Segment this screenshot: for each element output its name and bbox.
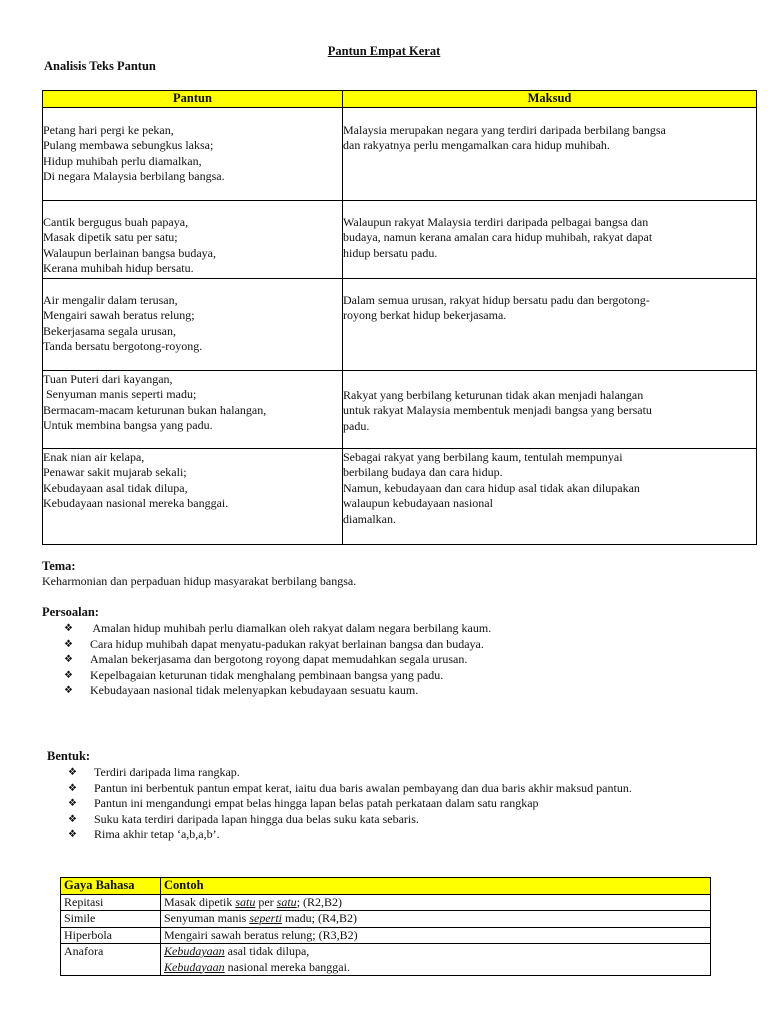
pantun-line: Bermacam-macam keturunan bukan halangan, [43, 402, 267, 417]
bentuk-text: Rima akhir tetap ‘a,b,a,b’. [94, 827, 220, 841]
persoalan-text: Cara hidup muhibah dapat menyatu-padukan rakyat berlainan bangsa dan budaya. [90, 636, 484, 651]
example-text: nasional mereka banggai. [224, 959, 350, 974]
maksud-line: walaupun kebudayaan nasional [343, 496, 493, 510]
table-row [43, 278, 757, 370]
table-header-row [43, 91, 757, 108]
list-item [64, 637, 744, 653]
page-title: Pantun Empat Kerat [327, 44, 441, 58]
maksud-line: dan rakyatnya perlu mengamalkan cara hidup muhibah. [343, 138, 610, 152]
maksud-cell [343, 448, 757, 544]
pantun-line: Kebudayaan nasional mereka banggai. [43, 496, 229, 510]
example-underlined: seperti [249, 911, 282, 925]
maksud-line: Namun, kebudayaan dan cara hidup asal tidak akan dilupakan [343, 480, 640, 495]
table-row [61, 927, 711, 944]
example-text: per [255, 894, 277, 909]
maksud-line: berbilang budaya dan cara hidup. [343, 465, 503, 479]
example-text: madu; (R4,B2) [282, 911, 357, 925]
pantun-line: Tanda bersatu bergotong-royong. [43, 339, 203, 353]
column-header-gaya-bahasa: Gaya Bahasa [61, 878, 161, 895]
table-header-row [61, 878, 711, 895]
diamond-bullet-icon: ❖ [68, 782, 77, 794]
bentuk-heading: Bentuk: [47, 749, 91, 763]
column-header-pantun: Pantun [43, 91, 343, 108]
example-text: asal tidak dilupa, [224, 944, 310, 958]
gaya-name: Repitasi [61, 894, 161, 911]
gaya-example [161, 911, 711, 928]
maksud-line: Malaysia merupakan negara yang terdiri daripada berbilang bangsa [343, 122, 666, 137]
pantun-cell [43, 107, 343, 200]
diamond-bullet-icon: ❖ [68, 798, 77, 809]
pantun-cell [43, 448, 343, 544]
table-row [43, 448, 757, 544]
bentuk-text: Pantun ini berbentuk pantun empat kerat, iaitu dua baris awalan pembayang dan dua baris akhir maksud pantun. [94, 780, 632, 795]
diamond-bullet-icon: ❖ [64, 623, 73, 634]
section-subtitle: Analisis Teks Pantun [44, 59, 156, 73]
gaya-example [161, 894, 711, 911]
gaya-example [161, 944, 711, 976]
pantun-line: Air mengalir dalam terusan, [43, 292, 178, 307]
list-item [68, 827, 688, 843]
pantun-analysis-table [42, 90, 757, 545]
diamond-bullet-icon: ❖ [68, 813, 77, 825]
maksud-cell [343, 278, 757, 370]
maksud-line: Sebagai rakyat yang berbilang kaum, tentulah mempunyai [343, 449, 623, 464]
table-row [61, 944, 711, 976]
maksud-cell [343, 370, 757, 448]
table-row [61, 911, 711, 928]
diamond-bullet-icon: ❖ [68, 829, 77, 840]
pantun-line: Pulang membawa sebungkus laksa; [43, 138, 214, 152]
pantun-cell [43, 278, 343, 370]
bentuk-list [68, 765, 688, 843]
bentuk-text: Suku kata terdiri daripada lapan hingga dua belas suku kata sebaris. [94, 811, 419, 826]
maksud-cell [343, 107, 757, 200]
maksud-line: Walaupun rakyat Malaysia terdiri daripada pelbagai bangsa dan [343, 214, 649, 229]
pantun-line: Walaupun berlainan bangsa budaya, [43, 245, 216, 260]
maksud-line: diamalkan. [343, 511, 396, 526]
pantun-line: Cantik bergugus buah papaya, [43, 214, 189, 229]
example-underlined: Kebudayaan [164, 959, 225, 974]
list-item [64, 683, 744, 699]
maksud-line: untuk rakyat Malaysia membentuk menjadi bangsa yang bersatu [343, 403, 652, 417]
persoalan-list [64, 621, 744, 699]
pantun-line: Kebudayaan asal tidak dilupa, [43, 480, 188, 495]
pantun-line: Bekerjasama segala urusan, [43, 323, 176, 338]
persoalan-text: Kepelbagaian keturunan tidak menghalang pembinaan bangsa yang padu. [90, 667, 444, 682]
persoalan-heading: Persoalan: [42, 605, 99, 619]
gaya-example [161, 927, 711, 944]
gaya-name: Simile [61, 911, 161, 928]
pantun-line: Masak dipetik satu per satu; [43, 230, 178, 244]
table-row [43, 370, 757, 448]
list-item [64, 668, 744, 684]
column-header-maksud: Maksud [343, 91, 757, 108]
bentuk-text: Pantun ini mengandungi empat belas hingga lapan belas patah perkataan dalam satu rangkap [94, 796, 539, 810]
maksud-line: budaya, namun kerana amalan cara hidup muhibah, rakyat dapat [343, 230, 653, 244]
list-item [64, 652, 744, 668]
pantun-line: Enak nian air kelapa, [43, 449, 145, 464]
example-text: ; (R2,B2) [296, 894, 343, 909]
pantun-line: Hidup muhibah perlu diamalkan, [43, 153, 202, 168]
diamond-bullet-icon: ❖ [64, 638, 73, 650]
tema-text: Keharmonian dan perpaduan hidup masyarakat berbilang bangsa. [42, 574, 357, 588]
bentuk-text: Terdiri daripada lima rangkap. [94, 765, 240, 779]
list-item [68, 765, 688, 781]
table-row [43, 107, 757, 200]
table-row [43, 200, 757, 278]
tema-heading: Tema: [42, 559, 76, 573]
pantun-line: Tuan Puteri dari kayangan, [43, 371, 173, 386]
example-text: Masak dipetik [164, 894, 236, 909]
list-item [64, 621, 744, 637]
pantun-line: Penawar sakit mujarab sekali; [43, 465, 187, 479]
gaya-name: Hiperbola [61, 927, 161, 944]
diamond-bullet-icon: ❖ [68, 767, 77, 778]
maksud-line: Rakyat yang berbilang keturunan tidak akan menjadi halangan [343, 387, 644, 402]
diamond-bullet-icon: ❖ [64, 685, 73, 696]
maksud-line: hidup bersatu padu. [343, 245, 438, 260]
example-underlined: Kebudayaan [164, 944, 225, 958]
pantun-line: Kerana muhibah hidup bersatu. [43, 261, 194, 275]
example-underlined: satu [235, 894, 256, 909]
list-item [68, 812, 688, 828]
maksud-line: Dalam semua urusan, rakyat hidup bersatu padu dan bergotong- [343, 292, 650, 307]
gaya-bahasa-table [60, 877, 711, 976]
pantun-line: Untuk membina bangsa yang padu. [43, 418, 213, 432]
pantun-line: Senyuman manis seperti madu; [43, 387, 197, 401]
diamond-bullet-icon: ❖ [64, 654, 73, 665]
maksud-cell [343, 200, 757, 278]
persoalan-text: Amalan bekerjasama dan bergotong royong dapat memudahkan segala urusan. [90, 652, 468, 666]
persoalan-text: Kebudayaan nasional tidak melenyapkan kebudayaan sesuatu kaum. [90, 683, 419, 697]
pantun-cell [43, 200, 343, 278]
maksud-line: padu. [343, 418, 370, 433]
example-text: Senyuman manis [164, 911, 250, 925]
pantun-line: Mengairi sawah beratus relung; [43, 308, 195, 322]
example-underlined: satu [276, 894, 297, 909]
pantun-line: Di negara Malaysia berbilang bangsa. [43, 169, 225, 183]
diamond-bullet-icon: ❖ [64, 669, 73, 681]
list-item [68, 781, 688, 797]
pantun-line: Petang hari pergi ke pekan, [43, 122, 174, 137]
persoalan-text: Amalan hidup muhibah perlu diamalkan oleh rakyat dalam negara berbilang kaum. [90, 621, 492, 635]
list-item [68, 796, 688, 812]
gaya-name: Anafora [61, 944, 161, 976]
column-header-contoh: Contoh [161, 878, 711, 895]
table-row [61, 894, 711, 911]
pantun-cell [43, 370, 343, 448]
example-text: Mengairi sawah beratus relung; (R3,B2) [164, 927, 358, 942]
maksud-line: royong berkat hidup bekerjasama. [343, 308, 507, 322]
